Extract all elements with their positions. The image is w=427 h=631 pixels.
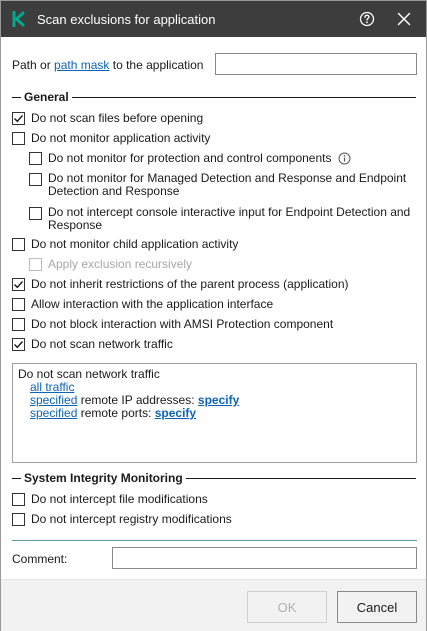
kaspersky-logo-icon: [12, 11, 26, 27]
checkbox[interactable]: [12, 298, 25, 311]
option-no-intercept-file-mods[interactable]: Do not intercept file modifications: [12, 493, 208, 506]
traffic-details-box: Do not scan network traffic all traffic specified remote IP addresses: specify specified remote ports: specify: [12, 363, 417, 463]
path-input[interactable]: [215, 53, 417, 75]
checkbox[interactable]: [12, 513, 25, 526]
specify-ip-link[interactable]: specify: [197, 393, 240, 407]
general-section-header: [12, 90, 416, 104]
specified-ip-link[interactable]: specified: [30, 393, 78, 407]
system-integrity-section-header: [12, 471, 416, 485]
traffic-details-heading: Do not scan network traffic: [18, 367, 160, 381]
option-no-inherit-restrictions[interactable]: Do not inherit restrictions of the parent process (application): [12, 278, 349, 291]
window-title: Scan exclusions for application: [37, 11, 216, 27]
option-no-monitor-protection-components[interactable]: Do not monitor for protection and control components: [29, 152, 351, 165]
option-apply-recursively: Apply exclusion recursively: [29, 258, 192, 271]
help-button[interactable]: [352, 4, 382, 34]
dialog-footer: [1, 579, 426, 631]
option-no-scan-network-traffic[interactable]: Do not scan network traffic: [12, 338, 173, 351]
divider: [12, 540, 417, 541]
path-mask-link[interactable]: path mask: [54, 58, 110, 72]
checkbox[interactable]: [29, 173, 42, 186]
checkbox[interactable]: [12, 338, 25, 351]
comment-label: Comment:: [12, 552, 68, 566]
close-icon: [397, 12, 411, 26]
checkbox[interactable]: [12, 278, 25, 291]
option-no-intercept-registry-mods[interactable]: Do not intercept registry modifications: [12, 513, 232, 526]
info-icon[interactable]: [338, 152, 351, 165]
checkbox[interactable]: [29, 207, 42, 220]
checkbox[interactable]: [12, 132, 25, 145]
checkbox[interactable]: [12, 318, 25, 331]
checkbox-disabled: [29, 258, 42, 271]
title-bar: [1, 1, 426, 37]
checkbox[interactable]: [12, 112, 25, 125]
ok-button[interactable]: OK: [247, 591, 327, 623]
system-integrity-heading: System Integrity Monitoring: [24, 471, 183, 485]
cancel-button[interactable]: Cancel: [337, 591, 417, 623]
specified-ports-link[interactable]: specified: [30, 406, 78, 420]
close-button[interactable]: [389, 4, 419, 34]
option-no-monitor-child-activity[interactable]: Do not monitor child application activity: [12, 238, 238, 251]
option-no-monitor-mdr-edr[interactable]: Do not monitor for Managed Detection and Response and Endpoint Detection and Response: [29, 172, 414, 198]
checkbox[interactable]: [29, 152, 42, 165]
general-heading: General: [24, 90, 69, 104]
option-allow-interface-interaction[interactable]: Allow interaction with the application interface: [12, 298, 273, 311]
comment-input[interactable]: [112, 547, 417, 569]
help-icon: [359, 11, 375, 27]
option-no-block-amsi[interactable]: Do not block interaction with AMSI Protection component: [12, 318, 333, 331]
specify-ports-link[interactable]: specify: [154, 406, 197, 420]
option-no-monitor-app-activity[interactable]: Do not monitor application activity: [12, 132, 210, 145]
checkbox[interactable]: [12, 238, 25, 251]
path-label: Path or path mask to the application: [12, 58, 204, 72]
option-no-scan-before-opening[interactable]: Do not scan files before opening: [12, 112, 203, 125]
option-no-intercept-console-input[interactable]: Do not intercept console interactive input for Endpoint Detection and Response: [29, 206, 414, 232]
all-traffic-link[interactable]: all traffic: [30, 380, 75, 394]
checkbox[interactable]: [12, 493, 25, 506]
